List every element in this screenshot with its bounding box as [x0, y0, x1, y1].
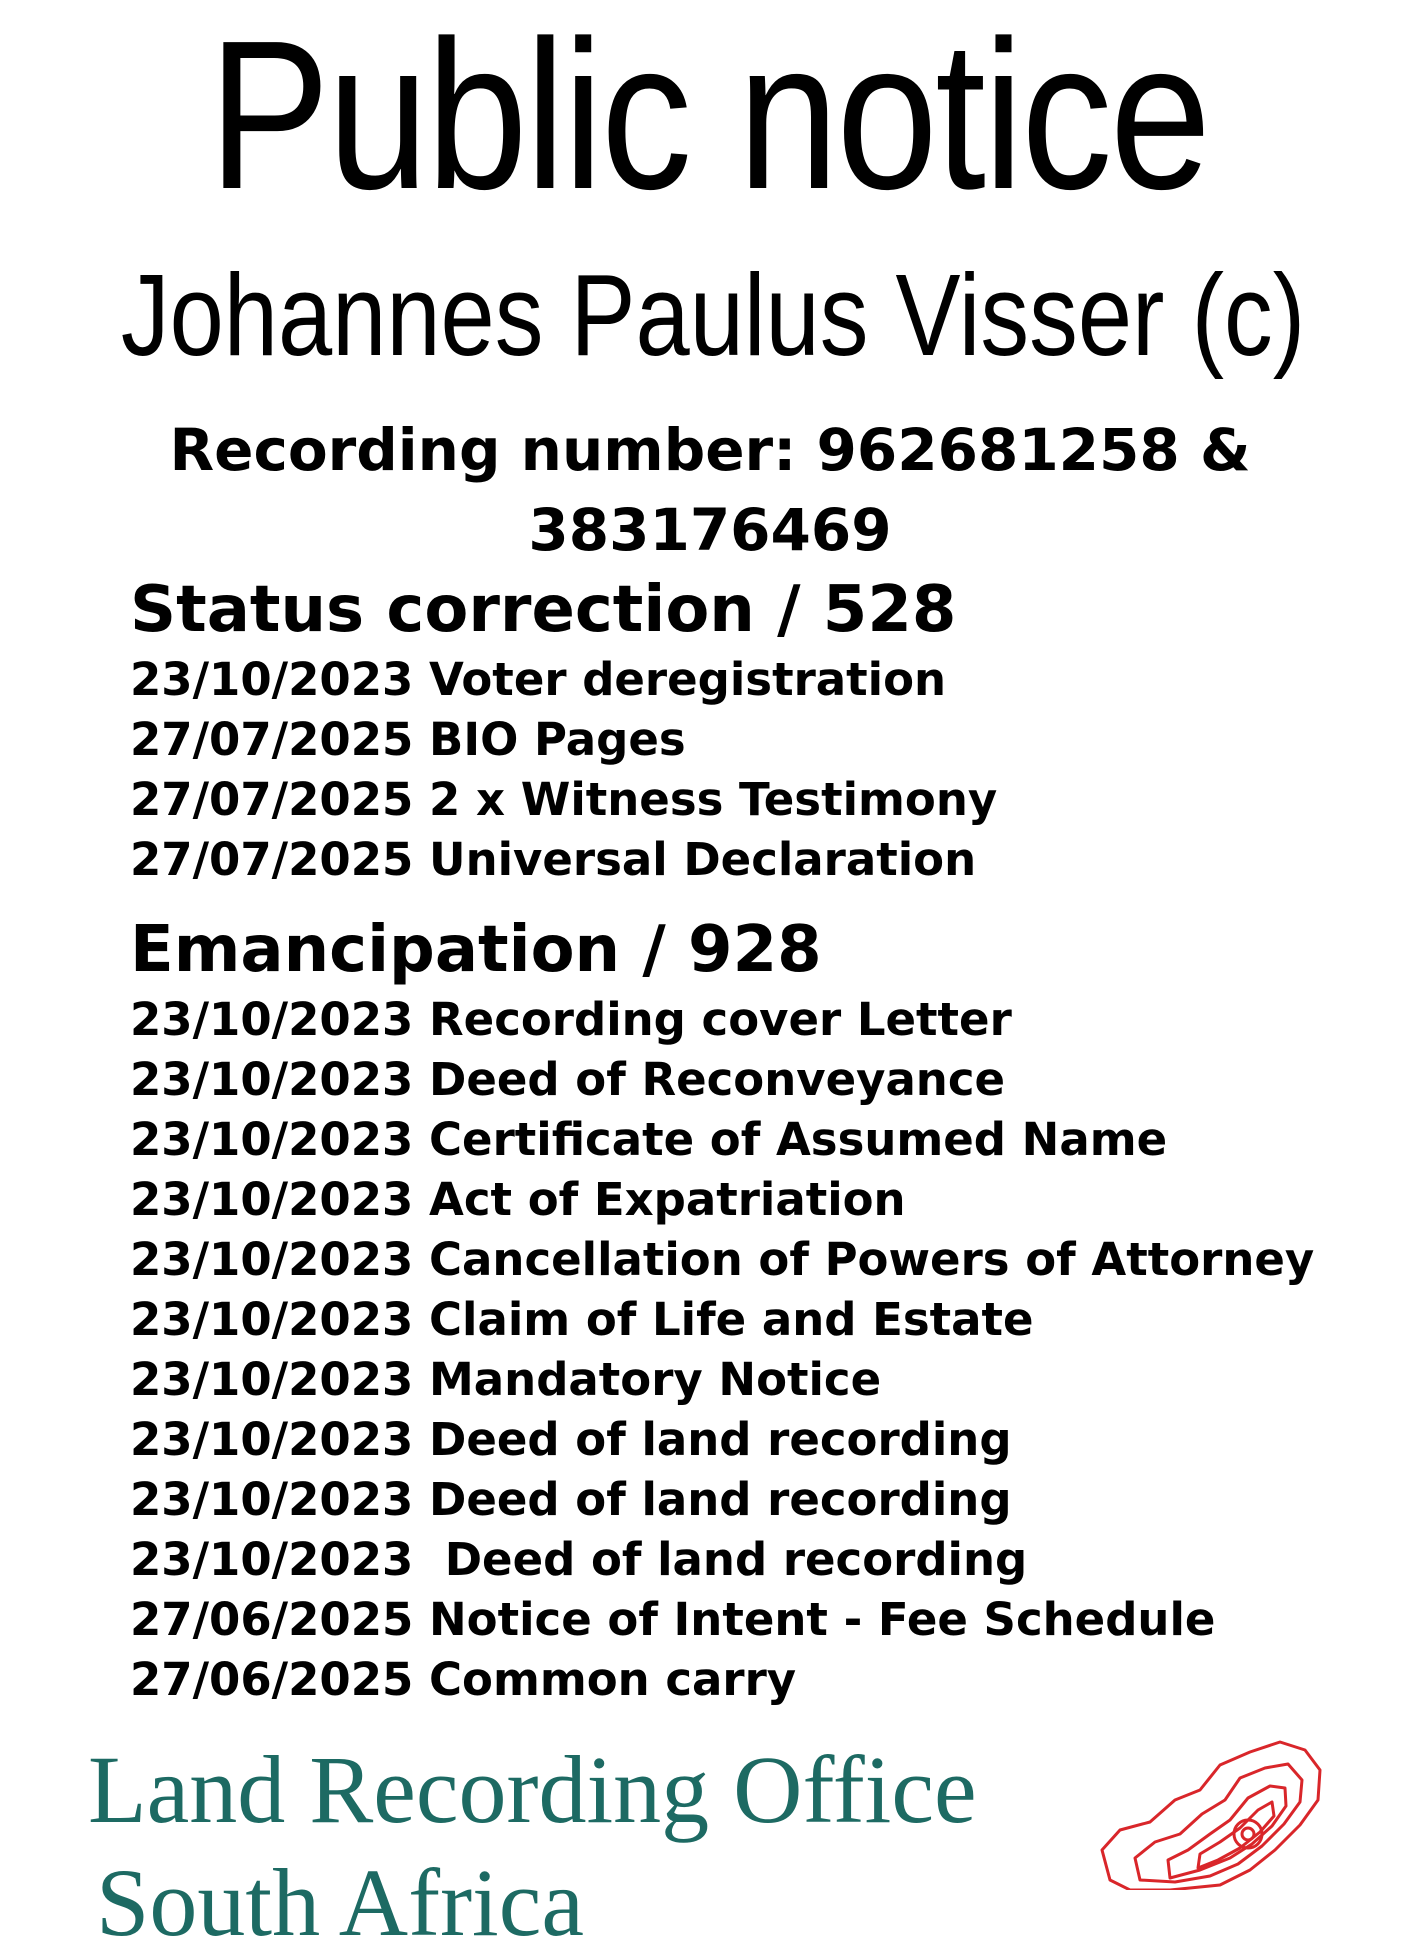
south-africa-map-fingerprint-icon — [1080, 1730, 1340, 1890]
office-country: South Africa — [96, 1849, 584, 1956]
list-item: 23/10/2023 Claim of Life and Estate — [130, 1293, 1034, 1346]
recording-numbers: Recording number: 962681258 & 383176469 — [169, 416, 1251, 564]
list-item: 23/10/2023 Cancellation of Powers of Attorney — [130, 1233, 1315, 1286]
notice-title: Public notice — [208, 0, 1209, 233]
list-item: 23/10/2023 Certificate of Assumed Name — [130, 1113, 1168, 1166]
status-correction-list — [130, 650, 1330, 890]
list-item: 23/10/2023 Deed of Reconveyance — [130, 1053, 1006, 1106]
list-item: 27/06/2025 Common carry — [130, 1653, 797, 1706]
emancipation-section — [130, 910, 1330, 1710]
list-item: 23/10/2023 Voter deregistration — [130, 653, 947, 706]
list-item: 23/10/2023 Deed of land recording — [130, 1413, 1012, 1466]
list-item: 23/10/2023 Act of Expatriation — [130, 1173, 906, 1226]
list-item: 23/10/2023 Deed of land recording — [130, 1473, 1012, 1526]
office-name: Land Recording Office — [88, 1736, 977, 1843]
list-item: 23/10/2023 Recording cover Letter — [130, 993, 1012, 1046]
list-item: 23/10/2023 Deed of land recording — [130, 1533, 1028, 1586]
emancipation-heading: Emancipation / 928 — [130, 913, 822, 987]
list-item: 27/07/2025 Universal Declaration — [130, 833, 977, 886]
list-item: 27/06/2025 Notice of Intent - Fee Schedule — [130, 1593, 1216, 1646]
emancipation-list — [130, 990, 1330, 1710]
status-correction-section — [130, 570, 1330, 890]
list-item: 27/07/2025 2 x Witness Testimony — [130, 773, 998, 826]
person-name: Johannes Paulus Visser (c) — [120, 250, 1306, 380]
list-item: 27/07/2025 BIO Pages — [130, 713, 686, 766]
status-correction-heading: Status correction / 528 — [130, 573, 957, 647]
list-item: 23/10/2023 Mandatory Notice — [130, 1353, 882, 1406]
